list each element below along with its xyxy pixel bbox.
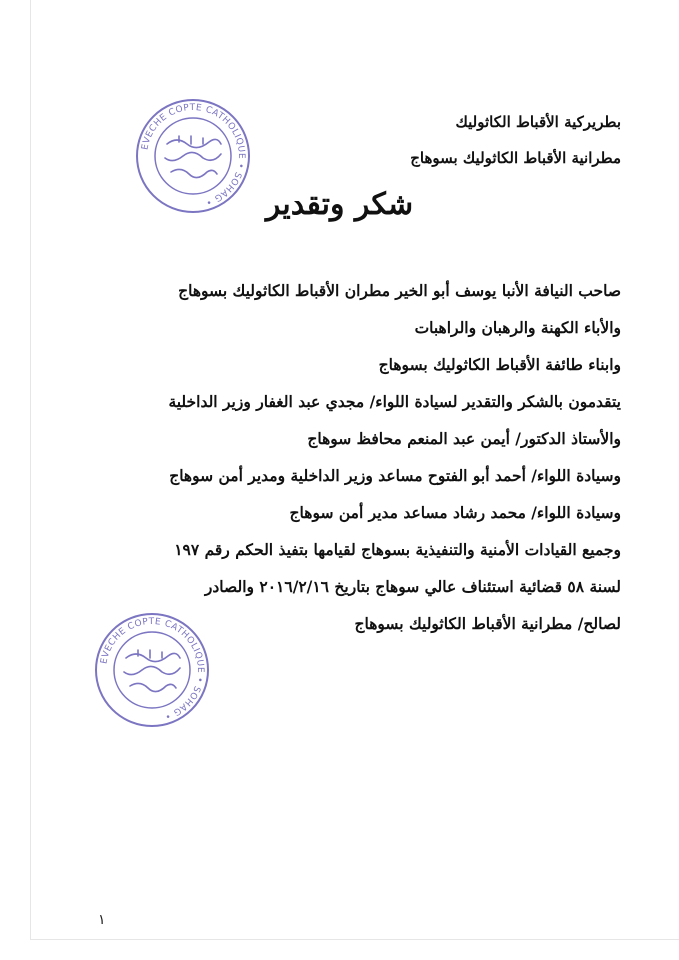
diocese-name: مطرانية الأقباط الكاثوليك بسوهاج: [410, 149, 621, 167]
letterhead: [410, 104, 621, 176]
bottom-edge-line: [30, 939, 679, 940]
patriarchate-name: بطريركية الأقباط الكاثوليك: [455, 113, 621, 131]
body-line: لسنة ٥٨ قضائية استئناف عالي سوهاج بتاريخ ٢٠١٦/٢/١٦ والصادر: [204, 577, 621, 596]
page-number: ١: [98, 912, 106, 928]
document-title: شكر وتقدير: [265, 187, 414, 222]
svg-text:EVECHE COPTE CATHOLIQUE • SOHA: EVECHE COPTE CATHOLIQUE • SOHAG •: [99, 616, 206, 722]
body-line: لصالح/ مطرانية الأقباط الكاثوليك بسوهاج: [354, 614, 621, 633]
letter-body: [61, 272, 621, 642]
body-line: صاحب النيافة الأنبا يوسف أبو الخير مطران الأقباط الكاثوليك بسوهاج: [178, 281, 621, 300]
body-line: والأستاذ الدكتور/ أيمن عبد المنعم محافظ سوهاج: [307, 429, 621, 448]
body-line: يتقدمون بالشكر والتقدير لسيادة اللواء/ مجدي عبد الغفار وزير الداخلية: [168, 392, 621, 411]
body-line: وسيادة اللواء/ أحمد أبو الفتوح مساعد وزير الداخلية ومدير أمن سوهاج: [169, 466, 621, 485]
body-line: وجميع القيادات الأمنية والتنفيذية بسوهاج لقيامها بتفيذ الحكم رقم ١٩٧: [174, 540, 621, 559]
svg-text:EVECHE COPTE CATHOLIQUE • SOHA: EVECHE COPTE CATHOLIQUE • SOHAG •: [140, 102, 247, 208]
body-line: والأباء الكهنة والرهبان والراهبات: [414, 318, 621, 337]
body-line: وابناء طائفة الأقباط الكاثوليك بسوهاج: [378, 355, 621, 374]
left-edge-line: [30, 0, 31, 940]
body-line: وسيادة اللواء/ محمد رشاد مساعد مدير أمن سوهاج: [289, 503, 621, 522]
